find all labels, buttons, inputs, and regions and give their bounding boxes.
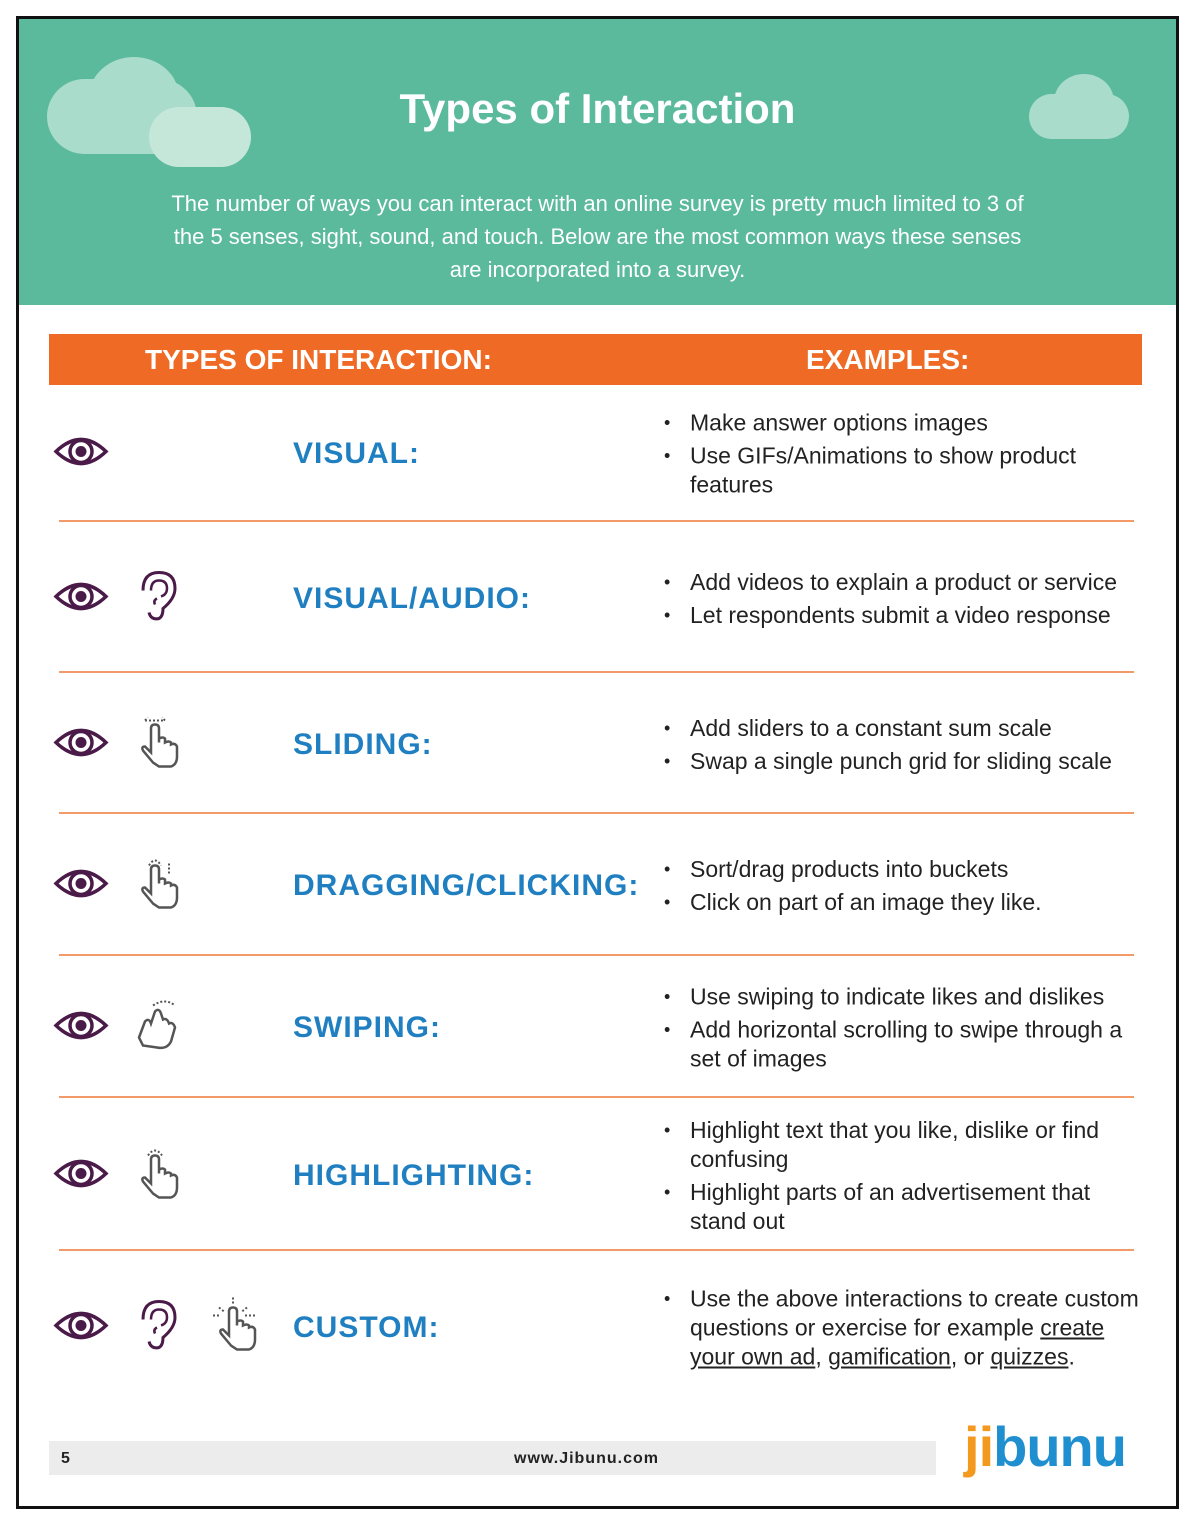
example-text: Use the above interactions to create custom questions or exercise for example bbox=[690, 1285, 1139, 1341]
click-hand-icon bbox=[209, 1298, 265, 1359]
interaction-row bbox=[49, 1100, 1142, 1251]
example-text: Click on part of an image they like. bbox=[690, 889, 1042, 915]
icon-group bbox=[53, 998, 187, 1059]
interaction-row bbox=[49, 816, 1142, 956]
example-item bbox=[664, 983, 1144, 1012]
icon-group bbox=[53, 856, 187, 917]
example-item bbox=[664, 601, 1144, 630]
row-divider bbox=[59, 520, 1134, 522]
footer-bar bbox=[49, 1441, 936, 1475]
examples-list bbox=[664, 405, 1144, 504]
eye-icon bbox=[53, 998, 109, 1059]
row-divider bbox=[59, 812, 1134, 814]
example-text: , or bbox=[950, 1343, 991, 1370]
interaction-row bbox=[49, 525, 1142, 673]
column-header-examples: EXAMPLES: bbox=[806, 344, 970, 375]
drag-hand-icon bbox=[131, 856, 187, 917]
icon-group bbox=[53, 424, 109, 485]
intro-text: The number of ways you can interact with an online survey is pretty much limited to 3 of the 5 senses, sight, sound, and touch. Below are the most common ways these senses are incorporated into a survey. bbox=[171, 191, 1024, 282]
example-item bbox=[664, 1016, 1144, 1074]
row-divider bbox=[59, 954, 1134, 956]
example-text: Use swiping to indicate likes and dislikes bbox=[690, 983, 1105, 1010]
examples-list bbox=[664, 1281, 1144, 1376]
row-divider bbox=[59, 1249, 1134, 1251]
example-item bbox=[664, 568, 1144, 597]
examples-list bbox=[664, 851, 1144, 921]
example-text: Make answer options images bbox=[690, 409, 988, 436]
tap-hand-icon bbox=[131, 1145, 187, 1206]
examples-list bbox=[664, 1112, 1144, 1240]
eye-icon bbox=[53, 856, 109, 917]
example-text: . bbox=[1068, 1343, 1075, 1370]
example-text: Add videos to explain a product or service bbox=[690, 569, 1118, 595]
interaction-type-label: SLIDING: bbox=[293, 727, 433, 761]
examples-list bbox=[664, 710, 1144, 780]
slide-hand-icon bbox=[131, 714, 187, 775]
example-text: , bbox=[815, 1343, 829, 1370]
example-link[interactable]: create your own ad bbox=[690, 1314, 1105, 1370]
example-text: Add sliders to a constant sum scale bbox=[690, 714, 1052, 741]
eye-icon bbox=[53, 1145, 109, 1206]
icon-group bbox=[53, 569, 187, 630]
example-text: Use GIFs/Animations to show product features bbox=[690, 442, 1077, 498]
interaction-row bbox=[49, 958, 1142, 1098]
eye-icon bbox=[53, 569, 109, 630]
jibunu-logo: jibunu bbox=[964, 1415, 1126, 1478]
ear-icon bbox=[131, 569, 187, 630]
row-divider bbox=[59, 671, 1134, 673]
page-title: Types of Interaction bbox=[399, 85, 796, 132]
example-link[interactable]: quizzes bbox=[990, 1343, 1069, 1370]
interaction-type-label: CUSTOM: bbox=[293, 1311, 440, 1344]
example-item bbox=[664, 1178, 1144, 1236]
example-item bbox=[664, 888, 1144, 917]
interaction-type-label: SWIPING: bbox=[293, 1011, 441, 1044]
example-text: Swap a single punch grid for sliding scale bbox=[690, 747, 1112, 774]
interaction-type-label: HIGHLIGHTING: bbox=[293, 1158, 535, 1192]
column-header-types: TYPES OF INTERACTION: bbox=[145, 344, 492, 375]
example-text: Add horizontal scrolling to swipe through a set of images bbox=[690, 1016, 1123, 1072]
eye-icon bbox=[53, 1298, 109, 1359]
page bbox=[16, 16, 1179, 1509]
examples-list bbox=[664, 564, 1144, 634]
example-text: Highlight parts of an advertisement that stand out bbox=[690, 1178, 1091, 1234]
example-item bbox=[664, 747, 1144, 776]
header-banner bbox=[19, 19, 1176, 305]
eye-icon bbox=[53, 424, 109, 485]
examples-list bbox=[664, 979, 1144, 1078]
swipe-hand-icon bbox=[131, 998, 187, 1059]
example-item bbox=[664, 1285, 1144, 1372]
example-link[interactable]: gamification bbox=[828, 1343, 951, 1370]
icon-group bbox=[53, 1145, 187, 1206]
interaction-row bbox=[49, 1253, 1142, 1403]
icon-group bbox=[53, 1298, 265, 1359]
example-item bbox=[664, 442, 1144, 500]
interaction-type-label: DRAGGING/CLICKING: bbox=[293, 869, 640, 902]
example-text: Sort/drag products into buckets bbox=[690, 856, 1009, 882]
table-header bbox=[49, 334, 1142, 385]
footer-url: www.Jibunu.com bbox=[514, 1450, 659, 1467]
example-item bbox=[664, 409, 1144, 438]
example-text: Let respondents submit a video response bbox=[690, 602, 1111, 628]
interaction-type-label: VISUAL: bbox=[293, 437, 420, 470]
example-item bbox=[664, 714, 1144, 743]
interaction-row bbox=[49, 675, 1142, 814]
ear-icon bbox=[131, 1298, 187, 1359]
eye-icon bbox=[53, 714, 109, 775]
interaction-type-label: VISUAL/AUDIO: bbox=[293, 582, 531, 615]
icon-group bbox=[53, 714, 187, 775]
example-item bbox=[664, 855, 1144, 884]
example-text: Highlight text that you like, dislike or find confusing bbox=[690, 1116, 1100, 1172]
interaction-row bbox=[49, 386, 1142, 522]
row-divider bbox=[59, 1096, 1134, 1098]
example-item bbox=[664, 1116, 1144, 1174]
page-number: 5 bbox=[61, 1450, 70, 1467]
